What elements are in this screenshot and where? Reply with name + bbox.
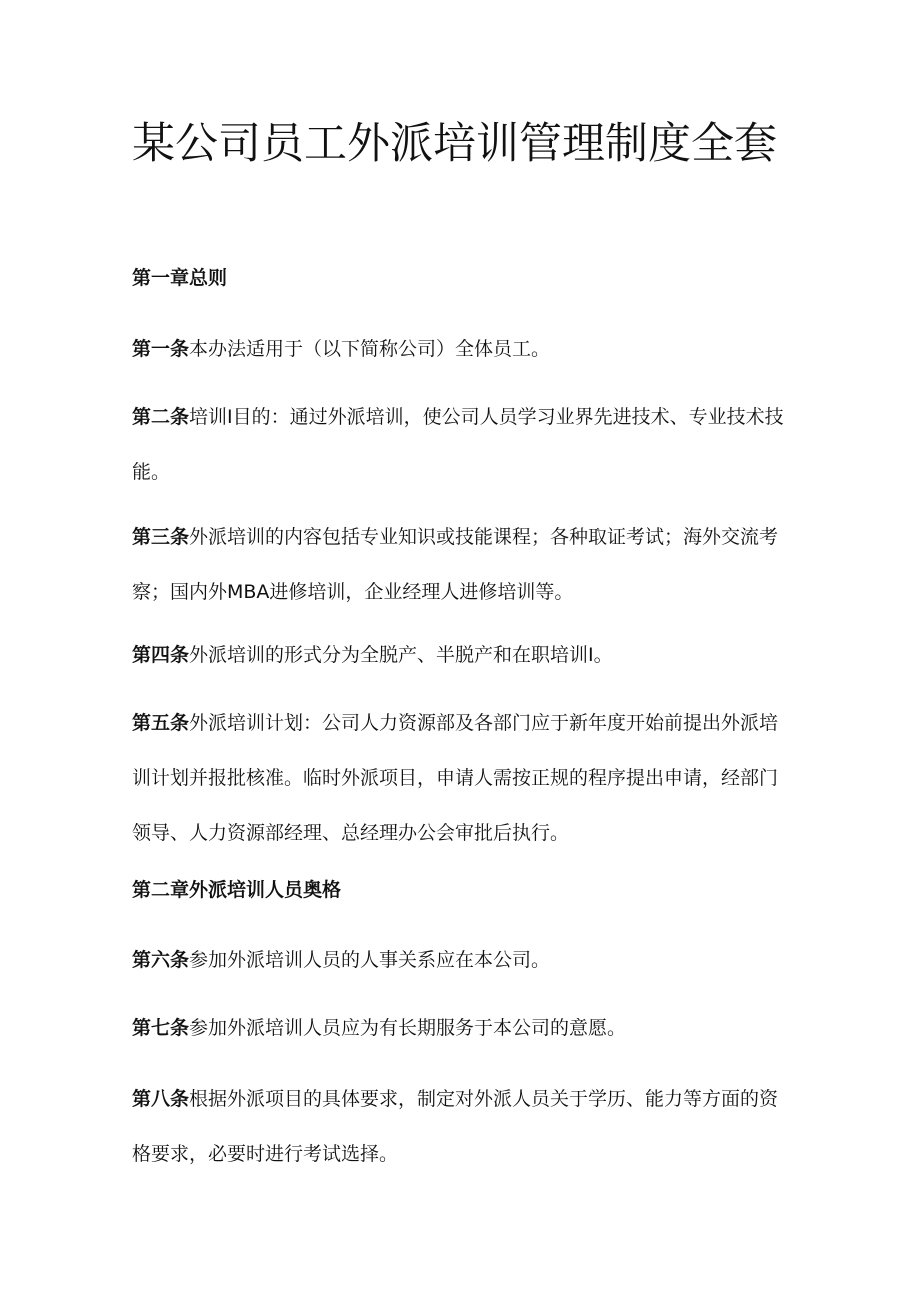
article-text: 外派培训的形式分为全脱产、半脱产和在职培训I。 [189,644,613,666]
article-label: 第三条 [132,526,190,548]
article-label: 第七条 [132,1017,190,1039]
article-text: 参加外派培训人员应为有长期服务于本公司的意愿。 [189,1017,627,1039]
article-2 [132,390,796,500]
chapter-heading-1: 第一章总则 [132,267,228,289]
article-text: 外派培训计划：公司人力资源部及各部门应于新年度开始前提出外派培训计划并报批核准。临时外派项目，申请人需按正规的程序提出申请，经部门领导、人力资源部经理、总经理办公会审批后执行。 [132,712,779,844]
article-text: 外派培训的内容包括专业知识或技能课程；各种取证考试；海外交流考察；国内外MBA进修培训，企业经理人进修培训等。 [132,526,779,603]
article-6 [132,933,796,988]
article-8 [132,1072,796,1182]
article-label: 第二条 [132,406,190,428]
document-title: 某公司员工外派培训管理制度全套 [132,119,777,169]
article-label: 第一条 [132,338,190,360]
article-label: 第八条 [132,1088,190,1110]
chapter-heading-2: 第二章外派培训人员奥格 [132,879,342,901]
article-5 [132,696,796,861]
article-text: 培训I目的：通过外派培训，使公司人员学习业界先进技术、专业技术技能。 [132,406,784,483]
article-label: 第四条 [132,644,190,666]
article-label: 第五条 [132,712,190,734]
article-text: 根据外派项目的具体要求，制定对外派人员关于学历、能力等方面的资格要求，必要时进行考试选择。 [132,1088,779,1165]
article-text: 参加外派培训人员的人事关系应在本公司。 [189,949,551,971]
article-7 [132,1001,796,1056]
article-3 [132,510,796,620]
article-label: 第六条 [132,949,190,971]
article-text: 本办法适用于（以下简称公司）全体员工。 [189,338,551,360]
article-1 [132,322,796,377]
article-4 [132,628,796,683]
